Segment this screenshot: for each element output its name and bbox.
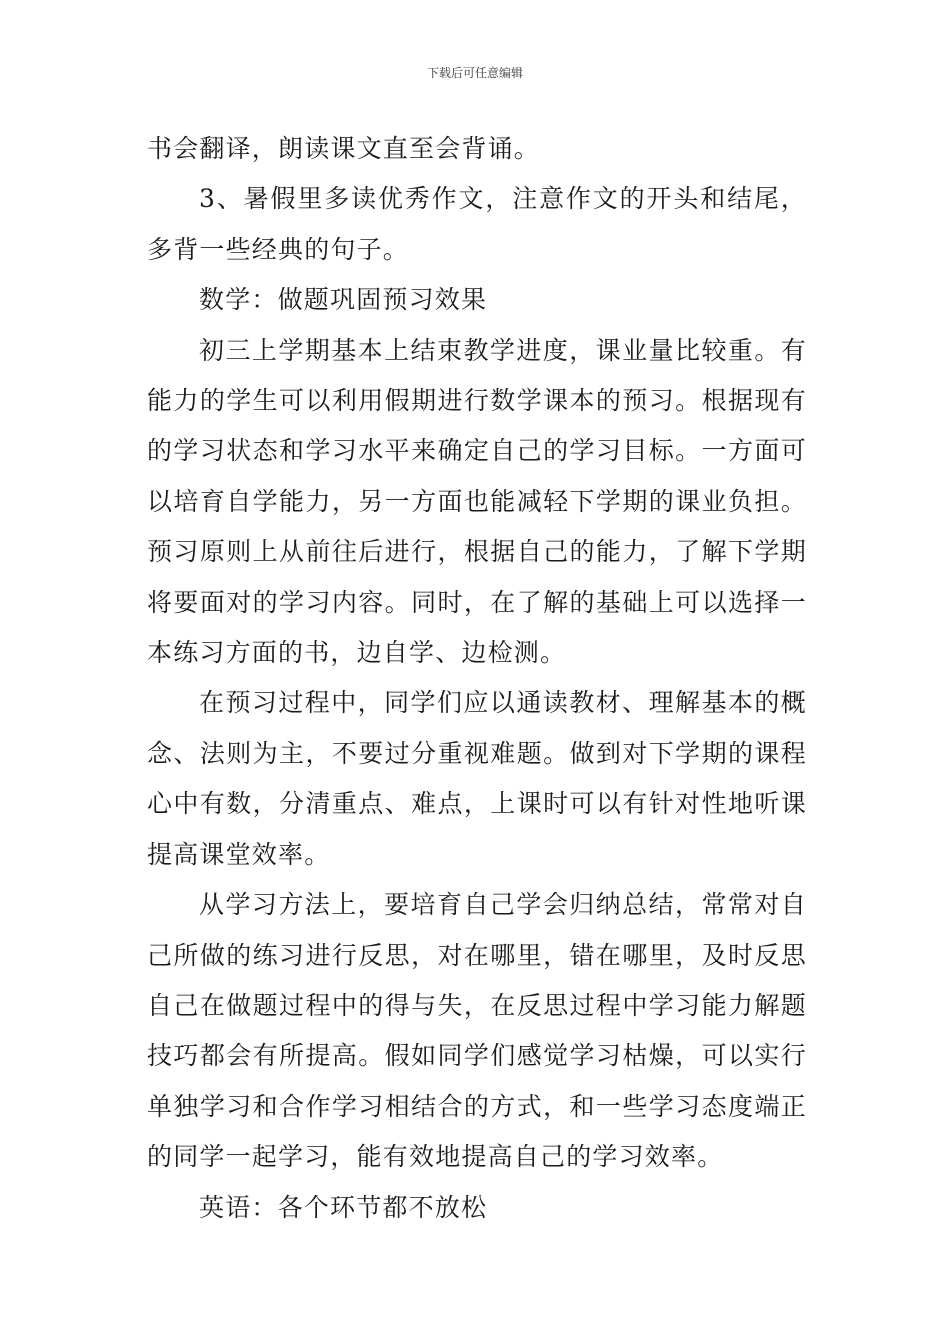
page-header: 下载后可任意编辑 (426, 66, 523, 80)
paragraph-reading-tip: 3、暑假里多读优秀作文，注意作文的开头和结尾，多背一些经典的句子。 (147, 184, 807, 264)
paragraph-math-preview: 初三上学期基本上结束教学进度，课业量比较重。有能力的学生可以利用假期进行数学课本的预习。根据现有的学习状态和学习水平来确定自己的学习目标。一方面可以培育自学能力，另一方面也能减轻下学期的课业负担。预习原则上从前往后进行，根据自己的能力，了解下学期将要面对的学习内容。同时，在了解的基础上可以选择一本练习方面的书，边自学、边检测。 (147, 335, 807, 668)
section-heading-english: 英语：各个环节都不放松 (199, 1192, 488, 1222)
section-heading-math: 数学：做题巩固预习效果 (199, 285, 488, 315)
paragraph-continuation: 书会翻译，朗读课文直至会背诵。 (147, 134, 541, 163)
document-body (147, 124, 807, 1233)
paragraph-math-method: 从学习方法上，要培育自己学会归纳总结，常常对自己所做的练习进行反思，对在哪里，错在哪里，及时反思自己在做题过程中的得与失，在反思过程中学习能力解题技巧都会有所提高。假如同学们感觉学习枯燥，可以实行单独学习和合作学习相结合的方式，和一些学习态度端正的同学一起学习，能有效地提高自己的学习效率。 (147, 890, 807, 1172)
paragraph-math-process: 在预习过程中，同学们应以通读教材、理解基本的概念、法则为主，不要过分重视难题。做到对下学期的课程心中有数，分清重点、难点，上课时可以有针对性地听课提高课堂效率。 (147, 688, 807, 869)
